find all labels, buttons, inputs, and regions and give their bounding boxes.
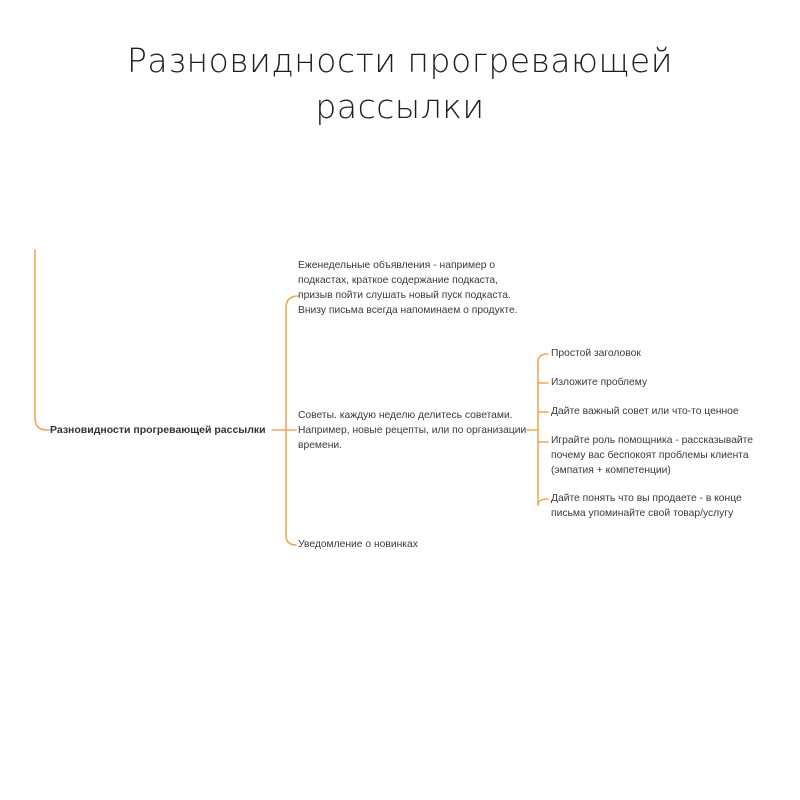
branch-spine	[286, 308, 296, 545]
title-line-1: Разновидности прогревающей	[127, 41, 673, 80]
sub-node-helper-role: Играйте роль помощника - рассказывайте почему вас беспокоят проблемы клиента (эмпатия + компетенции)	[551, 435, 754, 476]
mindmap-root-node: Разновидности прогревающей рассылки	[50, 424, 266, 436]
sub-node-state-problem: Изложите проблему	[551, 377, 648, 388]
branch-connector-1	[286, 296, 298, 308]
sub-connector-5	[538, 499, 548, 505]
title-line-2: рассылки	[315, 87, 485, 126]
branch-node-new-products: Уведомление о новинках	[298, 539, 418, 550]
branch-node-tips: Советы. каждую неделю делитесь советами. Например, новые рецепты, или по организации времени.	[298, 410, 527, 451]
sub-connector-1	[538, 354, 548, 362]
sub-node-valuable-tip: Дайте важный совет или что-то ценное	[551, 406, 739, 417]
root-stem	[35, 250, 50, 430]
sub-node-simple-subject: Простой заголовок	[551, 348, 641, 359]
branch-node-weekly-announcements: Еженедельные объявления - например о подкастах, краткое содержание подкаста, призыв пойти слушать новый пуск подкаста. Внизу письма всегда напоминаем о продукте.	[298, 260, 518, 316]
sub-node-mention-product: Дайте понять что вы продаете - в конце письма упоминайте свой товар/услугу	[551, 493, 742, 519]
